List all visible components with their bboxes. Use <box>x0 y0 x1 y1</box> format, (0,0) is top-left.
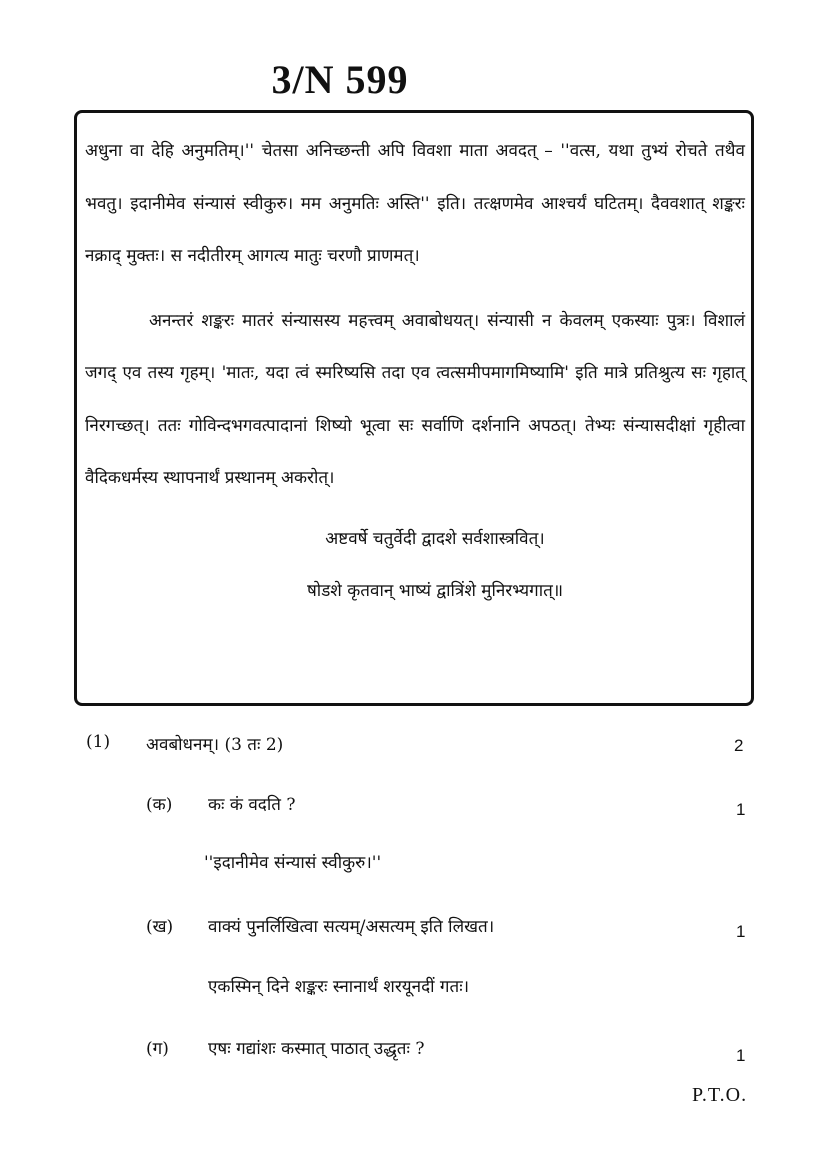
question-title: अवबोधनम्। (3 तः 2) <box>146 735 284 755</box>
question-number: (1) <box>86 732 111 752</box>
subquestion-marks-kha: 1 <box>736 922 746 941</box>
subquestion-marks-ka: 1 <box>736 800 746 819</box>
subquestion-quote-kha: एकस्मिन् दिने शङ्करः स्नानार्थं शरयूनदीं गतः। <box>208 977 470 997</box>
page-turn-over: P.T.O. <box>692 1084 748 1106</box>
question-marks: 2 <box>734 736 744 755</box>
verse-line-1: अष्टवर्षे चतुर्वेदी द्वादशे सर्वशास्त्रवित्। <box>325 528 545 549</box>
subquestion-text-ka: कः कं वदति ? <box>208 795 296 815</box>
subquestion-label-ka: (क) <box>146 795 173 815</box>
subquestion-text-ga: एषः गद्यांशः कस्मात् पाठात् उद्धृतः ? <box>208 1039 425 1059</box>
subquestion-label-kha: (ख) <box>146 917 174 937</box>
subquestion-label-ga: (ग) <box>146 1039 169 1059</box>
subquestion-text-kha: वाक्यं पुनर्लिखित्वा सत्यम्/असत्यम् इति लिखत। <box>208 917 495 937</box>
subquestion-marks-ga: 1 <box>736 1046 746 1065</box>
passage-paragraph-2: अनन्तरं शङ्करः मातरं संन्यासस्य महत्त्वम् अवाबोधयत्। संन्यासी न केवलम् एकस्याः पुत्रः। विशालं जगद् एव तस्य गृहम्। 'मातः, यदा त्वं स्मरिष्यसि तदा एव त्वत्समीपमागमिष्यामि' इति मात्रे प्रतिश्रुत्य सः गृहात् निरगच्छत्। ततः गोविन्दभगवत्पादानां शिष्यो भूत्वा सः सर्वाणि दर्शनानि अपठत्। तेभ्यः संन्यासदीक्षां गृहीत्वा वैदिकधर्मस्य स्थापनार्थं प्रस्थानम् अकरोत्। <box>85 310 745 488</box>
passage-box <box>74 110 754 706</box>
subquestion-quote-ka: ''इदानीमेव संन्यासं स्वीकुरु।'' <box>204 853 382 873</box>
passage-paragraph-1: अधुना वा देहि अनुमतिम्।'' चेतसा अनिच्छन्ती अपि विवशा माता अवदत् – ''वत्स, यथा तुभ्यं रोचते तथैव भवतु। इदानीमेव संन्यासं स्वीकुरु। मम अनुमतिः अस्ति'' इति। तत्क्षणमेव आश्चर्यं घटितम्। दैववशात् शङ्करः नक्राद् मुक्तः। स नदीतीरम् आगत्य मातुः चरणौ प्राणमत्। <box>85 141 745 266</box>
verse-line-2: षोडशे कृतवान् भाष्यं द्वात्रिंशे मुनिरभ्यगात्॥ <box>306 580 564 601</box>
paper-code: 3/N 599 <box>271 57 409 102</box>
